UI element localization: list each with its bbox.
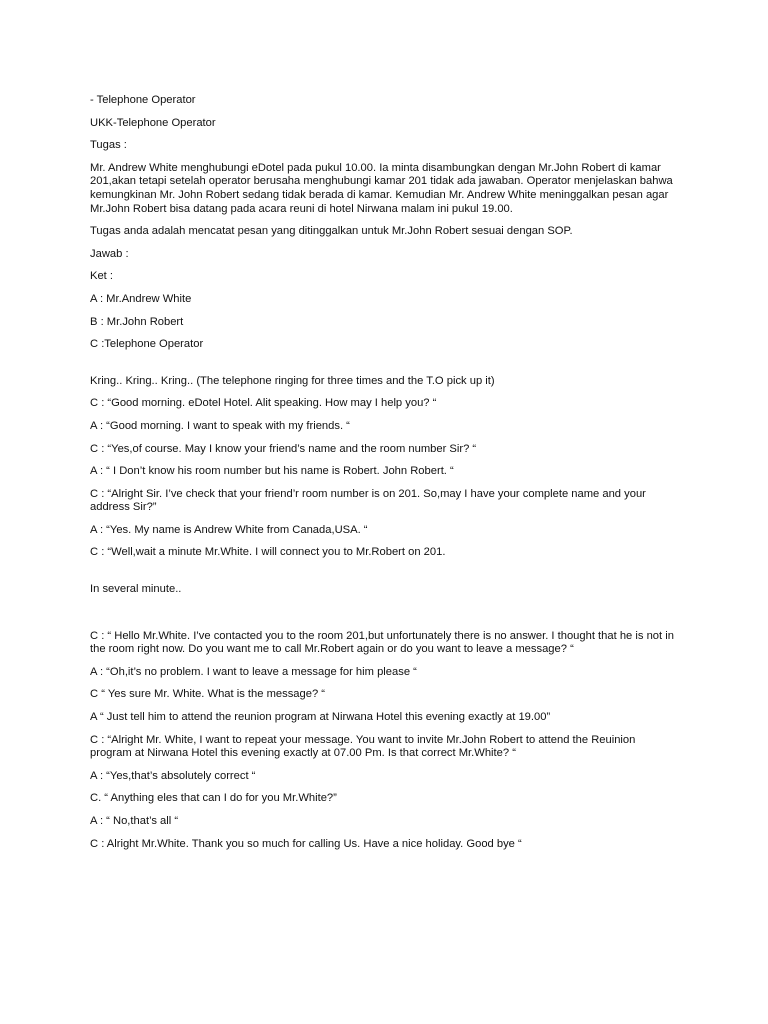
legend-label: Ket : xyxy=(90,270,114,283)
dialogue-line: C : Alright Mr.White. Thank you so much for calling Us. Have a nice holiday. Good bye “ xyxy=(90,837,522,850)
task-description: Mr. Andrew White menghubungi eDotel pada pukul 10.00. Ia minta disambungkan dengan Mr.John Robert di kamar 201,akan tetapi setelah operator berusaha menghubungi kamar 201 tidak ada jawaban. Operator menjelaskan bahwa kemungkinan Mr. John Robert sedang tidak berada di kamar. Kemudian Mr. Andrew White meninggalkan pesan agar Mr.John Robert bisa datang pada acara reuni di hotel Nirwana malam ini pukul 19.00. xyxy=(90,161,673,215)
legend-item-c: C :Telephone Operator xyxy=(90,338,204,351)
dialogue-line: C : “ Hello Mr.White. I’ve contacted you to the room 201,but unfortunately there is no answer. I thought that he is not in the room right now. Do you want me to call Mr.Robert again or do you want to leave a message? “ xyxy=(90,629,674,656)
document-body xyxy=(90,94,680,860)
dialogue-line: A “ Just tell him to attend the reunion program at Nirwana Hotel this evening exactly at 19.00” xyxy=(90,711,551,724)
dialogue-line: A : “Yes. My name is Andrew White from Canada,USA. “ xyxy=(90,523,368,536)
dialogue-line: A : “ I Don’t know his room number but his name is Robert. John Robert. “ xyxy=(90,465,454,478)
dialogue-line: C “ Yes sure Mr. White. What is the message? “ xyxy=(90,688,326,701)
dialogue-line: C : “Well,wait a minute Mr.White. I will connect you to Mr.Robert on 201. xyxy=(90,546,446,559)
task-label: Tugas : xyxy=(90,139,127,152)
dialogue-line: C : “Good morning. eDotel Hotel. Alit speaking. How may I help you? “ xyxy=(90,397,437,410)
answer-label: Jawab : xyxy=(90,247,129,260)
spacer xyxy=(90,569,680,583)
dialogue-line: C : “Alright Mr. White, I want to repeat your message. You want to invite Mr.John Robert to attend the Reuinion program at Nirwana Hotel this evening exactly at 07.00 Pm. Is that correct Mr.White? “ xyxy=(90,733,636,760)
interlude-text: In several minute.. xyxy=(90,583,182,596)
task-instruction: Tugas anda adalah mencatat pesan yang ditinggalkan untuk Mr.John Robert sesuai dengan SOP. xyxy=(90,225,573,238)
document-header: - Telephone Operator xyxy=(90,94,196,106)
spacer xyxy=(90,361,680,375)
dialogue-line: A : “Good morning. I want to speak with my friends. “ xyxy=(90,419,350,432)
dialogue-line: C : “Alright Sir. I’ve check that your friend’r room number is on 201. So,may I have your complete name and your address Sir?” xyxy=(90,487,646,514)
legend-item-a: A : Mr.Andrew White xyxy=(90,292,192,305)
legend-item-b: B : Mr.John Robert xyxy=(90,315,184,328)
document-title: UKK-Telephone Operator xyxy=(90,116,216,129)
spacer xyxy=(90,606,680,630)
dialogue-line: A : “Oh,it’s no problem. I want to leave a message for him please “ xyxy=(90,665,417,678)
dialogue-line: A : “ No,that’s all “ xyxy=(90,815,179,827)
dialogue-line: C. “ Anything eles that can I do for you Mr.White?” xyxy=(90,792,337,805)
dialogue-line: C : “Yes,of course. May I know your friend’s name and the room number Sir? “ xyxy=(90,442,477,455)
dialogue-line: Kring.. Kring.. Kring.. (The telephone ringing for three times and the T.O pick up it) xyxy=(90,374,495,387)
dialogue-line: A : “Yes,that’s absolutely correct “ xyxy=(90,769,256,782)
